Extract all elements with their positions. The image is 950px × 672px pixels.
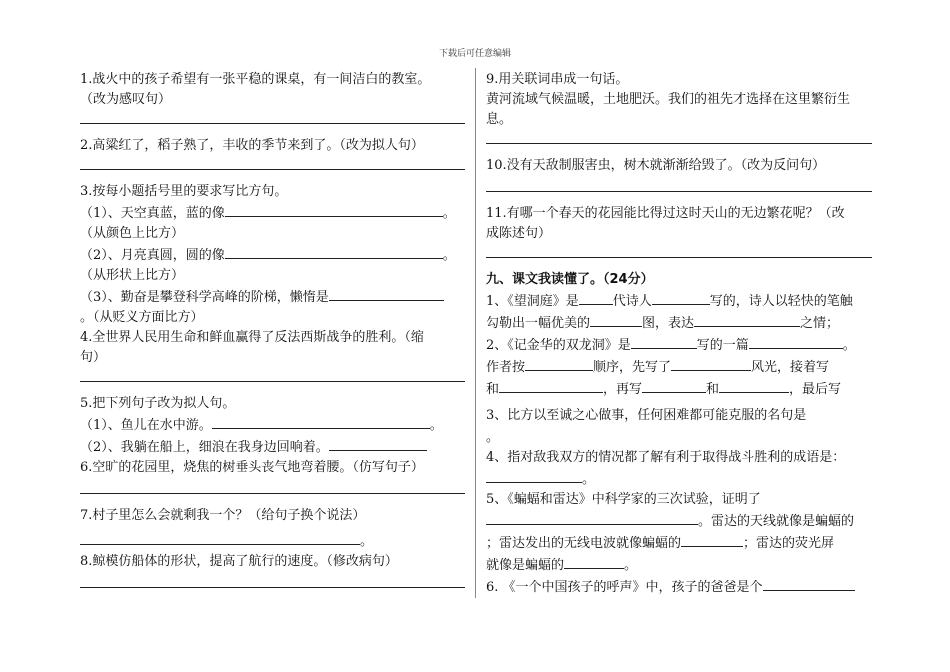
- p2-line-b: 作者按 顺序，先写了 风光，接着写: [486, 356, 872, 378]
- period: 。: [442, 248, 456, 263]
- q4-line-a: 4.全世界人民用生命和鲜血赢得了反法西斯战争的胜利。（缩: [80, 330, 424, 345]
- blank-p1-2[interactable]: [652, 290, 710, 305]
- blank-p2-6[interactable]: [642, 378, 706, 393]
- q2-line: 2.高粱红了，稻子熟了，丰收的季节来到了。（改为拟人句）: [80, 138, 424, 153]
- blank-p6[interactable]: [763, 576, 855, 591]
- section-9-heading: 九、课文我读懂了。（24分）: [486, 272, 654, 287]
- answer-line-q10[interactable]: [486, 190, 872, 192]
- p5-line: 5、《蝙蝠和雷达》中科学家的三次试验，证明了: [486, 492, 761, 507]
- q5-line: 5.把下列句子改为拟人句。: [80, 396, 236, 411]
- blank-p4[interactable]: [486, 468, 582, 483]
- q3-1-text: （1）、天空真蓝，蓝的像: [80, 206, 225, 221]
- blank-p5-2[interactable]: [681, 532, 743, 547]
- answer-line-q9[interactable]: [486, 142, 872, 144]
- p5-line-d: 就像是蝙蝠的 。: [486, 554, 872, 576]
- blank-q3-2[interactable]: [225, 244, 443, 259]
- period: 。: [429, 418, 443, 433]
- q3-2-hint: （从形状上比方）: [80, 268, 185, 283]
- period: 。: [486, 430, 500, 445]
- q11-line-b: 成陈述句）: [486, 226, 552, 241]
- page-header: 下载后可任意编辑: [438, 49, 511, 59]
- blank-p2-7[interactable]: [719, 378, 789, 393]
- q8-line: 8.鲸模仿船体的形状，提高了航行的速度。（修改病句）: [80, 554, 398, 569]
- q3-3-line: [80, 286, 465, 308]
- period: 。: [582, 472, 596, 487]
- blank-p2-5[interactable]: [499, 378, 603, 393]
- p5-line-c: ；雷达发出的无线电波就像蝙蝠的 ；雷达的荧光屏: [486, 532, 872, 554]
- answer-line-q8[interactable]: [80, 586, 465, 588]
- blank-p1-4[interactable]: [694, 312, 800, 327]
- q5-2-line: [80, 436, 465, 458]
- q4-line-b: 句）: [80, 350, 107, 365]
- period: 。: [442, 206, 456, 221]
- q11-line-a: 11.有哪一个春天的花园能比得过这时天山的无边繁花呢？（改: [486, 206, 845, 221]
- p3-end: [486, 428, 872, 448]
- q7-answer: [80, 530, 465, 552]
- q6-line: 6.空旷的花园里，烧焦的树垂头丧气地弯着腰。（仿写句子）: [80, 460, 424, 475]
- q3-3-hint: 。（从贬义方面比方）: [80, 310, 204, 325]
- p2-line-a: 2、《记金华的双龙洞》是 写的一篇 。: [486, 334, 872, 356]
- q3-line: 3.按每小题括号里的要求写比方句。: [80, 184, 288, 199]
- q10-line: 10.没有天敌制服害虫，树木就渐渐给毁了。（改为反问句）: [486, 158, 826, 173]
- answer-line-q4[interactable]: [80, 380, 465, 382]
- blank-q3-3[interactable]: [329, 286, 444, 301]
- period: 。: [624, 558, 638, 573]
- blank-p5-1[interactable]: [486, 510, 698, 525]
- p3-line: 3、比方以至诚之心做事，任何困难都可能克服的名句是: [486, 408, 807, 423]
- p4-answer: [486, 468, 872, 490]
- answer-line-q1[interactable]: [80, 122, 465, 124]
- left-column: [80, 70, 465, 600]
- blank-q3-1[interactable]: [225, 202, 443, 217]
- q3-3-text: （3）、勤奋是攀登科学高峰的阶梯，懒惰是: [80, 290, 329, 305]
- p1-line-a: 1、《望洞庭》是 代诗人 写的，诗人以轻快的笔触: [486, 290, 872, 312]
- column-divider: [475, 68, 476, 598]
- q9-line-a: 黄河流域气候温暖，土地肥沃。我们的祖先才选择在这里繁衍生: [486, 92, 851, 107]
- period: 。: [842, 338, 856, 353]
- q9-line-b: 息。: [486, 112, 513, 127]
- q1-line-a: 1.战火中的孩子希望有一张平稳的课桌，有一间洁白的教室。: [80, 72, 431, 87]
- q3-2-text: （2）、月亮真圆，圆的像: [80, 248, 225, 263]
- q9-line: 9.用关联词串成一句话。: [486, 72, 629, 87]
- p1-line-b: 勾勒出一幅优美的 图，表达 之情；: [486, 312, 872, 334]
- blank-q5-1[interactable]: [212, 414, 430, 429]
- blank-p1-3[interactable]: [590, 312, 642, 327]
- answer-line-q2[interactable]: [80, 168, 465, 170]
- q5-1-line: （1）、鱼儿在水中游。 。: [80, 414, 465, 436]
- blank-p2-3[interactable]: [525, 356, 593, 371]
- q3-1-hint: （从颜色上比方）: [80, 226, 185, 241]
- blank-p5-3[interactable]: [564, 554, 624, 569]
- blank-q5-2[interactable]: [329, 436, 427, 451]
- p6-line: 6. 《一个中国孩子的呼声》中，孩子的爸爸是个: [486, 576, 872, 598]
- q5-2-text: （2）、我躺在船上，细浪在我身边回响着。: [80, 440, 329, 455]
- answer-line-q6[interactable]: [80, 492, 465, 494]
- blank-q7[interactable]: [80, 530, 360, 545]
- blank-p2-4[interactable]: [671, 356, 751, 371]
- blank-p2-2[interactable]: [749, 334, 843, 349]
- right-column: [486, 70, 872, 598]
- q7-line: 7.村子里怎么会就剩我一个？（给句子换个说法）: [80, 508, 366, 523]
- p4-line: 4、指对敌我双方的情况都了解有利于取得战斗胜利的成语是：: [486, 450, 846, 465]
- q1-line-b: （改为感叹句）: [80, 92, 172, 107]
- p5-line-b: 。雷达的天线就像是蝙蝠的: [486, 510, 872, 532]
- q3-2-line: [80, 244, 465, 266]
- blank-p1-1[interactable]: [579, 290, 613, 305]
- period: 。: [360, 534, 374, 549]
- blank-p2-1[interactable]: [631, 334, 697, 349]
- answer-line-q11[interactable]: [486, 256, 872, 258]
- p2-line-c: 和 ，再写 和 ，最后写: [486, 378, 872, 400]
- q3-1-line: [80, 202, 465, 224]
